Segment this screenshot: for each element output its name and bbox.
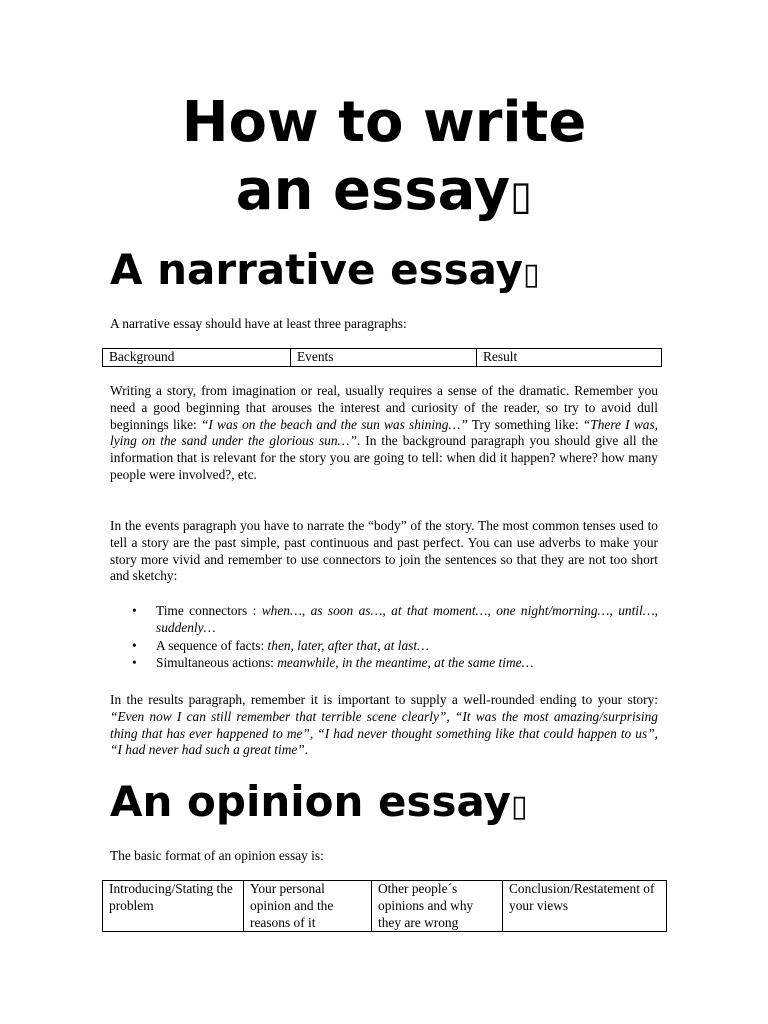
opinion-structure-table — [102, 880, 667, 932]
narrative-paragraph-results: In the results paragraph, remember it is important to supply a well-rounded ending to your story: “Even now I can still remember that terrible scene clearly”, “It was the most amazing/surprising thing that has ever happened to me”, “I had never thought something like that could happen to us”, “I had never had such a great time”. — [110, 692, 658, 758]
narrative-intro: A narrative essay should have at least three paragraphs: — [110, 316, 407, 331]
bullet-icon: • — [132, 603, 137, 618]
table-cell: Conclusion/Restatement of your views — [503, 881, 667, 932]
table-cell: Events — [291, 349, 477, 367]
opinion-intro: The basic format of an opinion essay is: — [110, 848, 324, 863]
missing-glyph-box: ▯ — [523, 257, 540, 292]
list-item: • Simultaneous actions: meanwhile, in the meantime, at the same time… — [132, 655, 534, 671]
missing-glyph-box: ▯ — [510, 173, 533, 219]
connectors-list — [110, 603, 658, 673]
narrative-paragraph-background: Writing a story, from imagination or real, usually requires a sense of the dramatic. Remember you need a good beginning that arouses the interest and curiosity of the reader, so try to avoid dull beginnings like: “I was on the beach and the sun was shining…” Try something like: “There I was, lying on the sand under the glorious sun…”. In the background paragraph you should give all the information that is relevant for the story you are going to tell: when did it happen? where? how many people were involved?, etc. — [110, 383, 659, 482]
narrative-paragraph-events: In the events paragraph you have to narrate the “body” of the story. The most common tenses used to tell a story are the past simple, past continuous and past perfect. You can use adverbs to make your story more vivid and remember to use connectors to join the sentences so that they are not too short and sketchy: — [110, 518, 658, 584]
narrative-structure-table — [102, 348, 662, 367]
table-cell: Background — [103, 349, 291, 367]
bullet-icon: • — [132, 655, 137, 671]
section-heading-opinion: An opinion essay▯ — [110, 777, 528, 826]
missing-glyph-box: ▯ — [510, 789, 528, 824]
table-cell: Your personal opinion and the reasons of it — [244, 881, 372, 932]
bullet-icon: • — [132, 637, 137, 653]
title-line-2: an essay▯ — [235, 158, 533, 223]
table-cell: Result — [477, 349, 662, 367]
table-cell: Introducing/Stating the problem — [103, 881, 244, 932]
title-line-1: How to write — [181, 90, 587, 155]
table-cell: Other people´s opinions and why they are wrong — [372, 881, 503, 932]
list-item: • A sequence of facts: then, later, after that, at last… — [132, 637, 429, 653]
section-heading-narrative: A narrative essay▯ — [110, 245, 540, 294]
list-item: • Time connectors : when…, as soon as…, at that moment…, one night/morning…, until…, suddenly… — [132, 603, 658, 635]
